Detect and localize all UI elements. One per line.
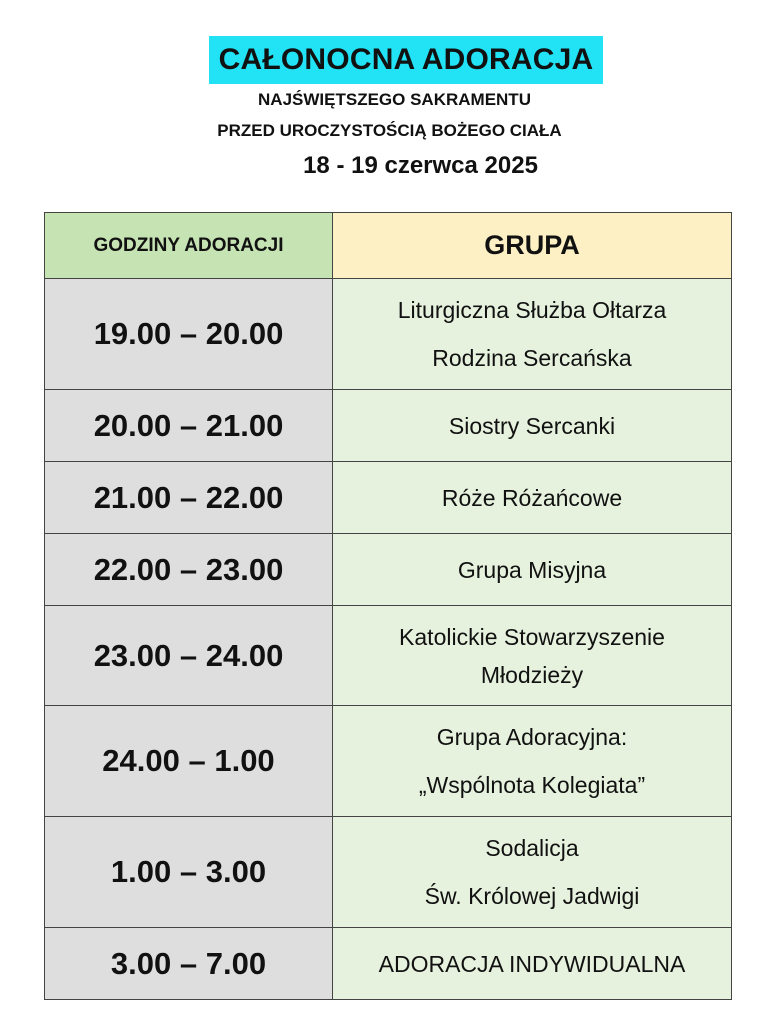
group-cell — [333, 928, 732, 1000]
table-row — [45, 928, 732, 1000]
table-row — [45, 817, 732, 928]
group-line: Grupa Adoracyjna: — [436, 724, 628, 750]
group-cell — [333, 706, 732, 817]
adoration-schedule-table — [44, 212, 732, 1000]
group-line: ADORACJA INDYWIDUALNA — [378, 950, 686, 977]
group-cell — [333, 390, 732, 462]
time-cell: 19.00 – 20.00 — [45, 279, 333, 390]
page-title: CAŁONOCNA ADORACJA — [218, 43, 594, 76]
group-cell — [333, 462, 732, 534]
table-header-row — [45, 213, 732, 279]
subtitle-sacrament: NAJŚWIĘTSZEGO SAKRAMENTU — [258, 90, 531, 109]
group-line: Sodalicja — [485, 835, 579, 861]
group-cell — [333, 279, 732, 390]
group-line: Św. Królowej Jadwigi — [424, 883, 640, 909]
time-cell: 20.00 – 21.00 — [45, 390, 333, 462]
group-cell — [333, 606, 732, 706]
event-date: 18 - 19 czerwca 2025 — [303, 152, 538, 179]
group-line: Katolickie Stowarzyszenie — [399, 623, 665, 650]
time-cell: 1.00 – 3.00 — [45, 817, 333, 928]
title-highlight — [209, 36, 603, 84]
subtitle-occasion: PRZED UROCZYSTOŚCIĄ BOŻEGO CIAŁA — [217, 121, 562, 140]
group-line: „Wspólnota Kolegiata” — [418, 772, 646, 798]
group-line: Róże Różańcowe — [441, 484, 623, 511]
group-line: Młodzieży — [480, 661, 584, 688]
header-group: GRUPA — [333, 213, 732, 279]
table-row — [45, 606, 732, 706]
group-line: Grupa Misyjna — [457, 556, 607, 583]
table-row — [45, 534, 732, 606]
table-row — [45, 279, 732, 390]
time-cell: 24.00 – 1.00 — [45, 706, 333, 817]
group-cell — [333, 534, 732, 606]
group-cell — [333, 817, 732, 928]
header-hours: GODZINY ADORACJI — [45, 213, 333, 279]
table-row — [45, 390, 732, 462]
time-cell: 23.00 – 24.00 — [45, 606, 333, 706]
table-row — [45, 462, 732, 534]
time-cell: 3.00 – 7.00 — [45, 928, 333, 1000]
group-line: Liturgiczna Służba Ołtarza — [397, 297, 667, 323]
table-row — [45, 706, 732, 817]
group-line: Siostry Sercanki — [448, 412, 616, 439]
time-cell: 22.00 – 23.00 — [45, 534, 333, 606]
time-cell: 21.00 – 22.00 — [45, 462, 333, 534]
group-line: Rodzina Sercańska — [432, 345, 632, 371]
